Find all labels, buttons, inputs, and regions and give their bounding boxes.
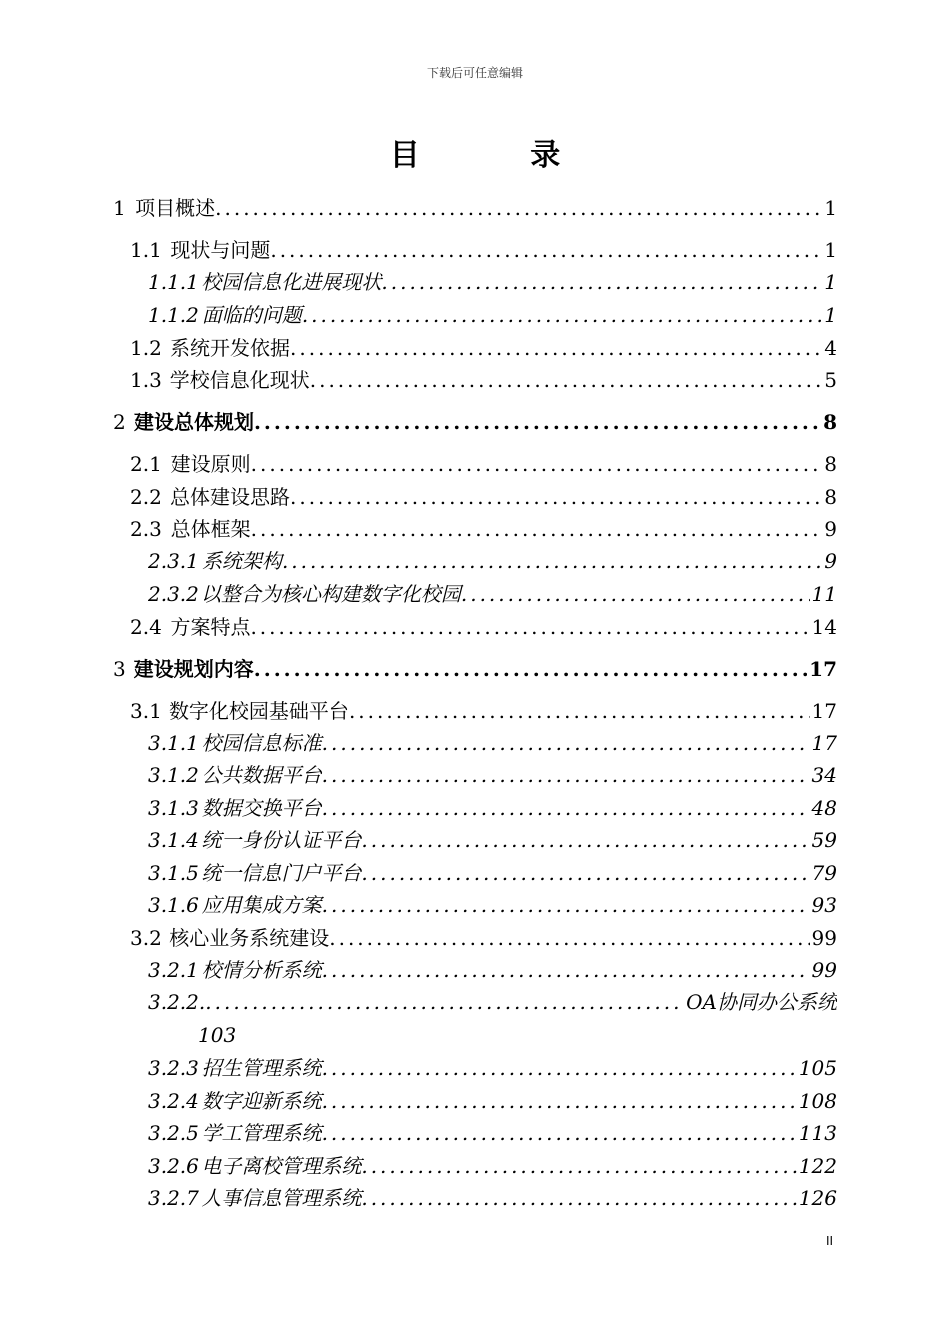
toc-entry-title: 数字迎新系统	[201, 1089, 322, 1113]
toc-entry-title: 校园信息化进展现状	[201, 270, 382, 294]
toc-entry[interactable]	[130, 925, 837, 951]
toc-entry[interactable]	[130, 614, 837, 640]
page-title: 目 录	[389, 138, 611, 173]
toc-entry-title: 应用集成方案	[201, 893, 322, 917]
toc-leader-dots	[322, 892, 810, 918]
toc-leader-dots	[270, 237, 822, 263]
toc-entry-title: 系统开发依据	[170, 336, 291, 360]
toc-entry-number: 3.1.6	[148, 893, 199, 917]
toc-entry-page: 4	[824, 336, 837, 360]
toc-entry-title: 公共数据平台	[201, 763, 322, 787]
toc-entry-page: 113	[798, 1121, 837, 1145]
toc-leader-dots	[461, 581, 810, 607]
toc-entry-page: 17	[811, 699, 837, 723]
toc-entry-number: 3.1	[130, 699, 162, 723]
toc-leader-dots	[381, 269, 822, 295]
toc-entry-title: 建设总体规划	[133, 410, 254, 434]
toc-entry-title: 系统架构	[201, 549, 282, 573]
toc-entry-title: 建设原则	[170, 452, 251, 476]
toc-entry[interactable]	[113, 656, 837, 682]
toc-leader-dots	[205, 989, 684, 1015]
toc-entry-page: 99	[811, 926, 837, 950]
toc-entry-page: OA协同办公系统	[686, 990, 837, 1014]
toc-entry-page: 9	[824, 517, 837, 541]
toc-entry-page: 9	[824, 549, 837, 573]
toc-entry[interactable]	[148, 548, 837, 574]
toc-entry-title: 统一身份认证平台	[201, 828, 362, 852]
toc-entry[interactable]	[148, 1088, 837, 1114]
toc-leader-dots	[290, 484, 822, 510]
toc-entry[interactable]	[148, 1120, 837, 1146]
toc-entry-number: 3.2.1	[148, 958, 199, 982]
toc-entry-number: 2.2	[130, 485, 162, 509]
toc-entry-title: 核心业务系统建设	[169, 926, 330, 950]
toc-leader-dots	[250, 614, 809, 640]
toc-entry-title: 总体建设思路	[170, 485, 291, 509]
toc-entry-number: 1.2	[130, 336, 162, 360]
toc-entry[interactable]	[130, 367, 837, 393]
toc-entry-page: 48	[811, 796, 837, 820]
page-header: 下载后可任意编辑	[426, 66, 523, 80]
toc-entry-title: 建设规划内容	[133, 657, 254, 681]
toc-leader-dots	[361, 1153, 796, 1179]
toc-entry[interactable]	[148, 581, 837, 607]
toc-entry-number: 2.1	[130, 452, 162, 476]
toc-entry-title: 面临的问题	[201, 303, 302, 327]
toc-leader-dots	[254, 656, 807, 682]
toc-entry-number: 3.2.5	[148, 1121, 199, 1145]
toc-entry-number: 3.2.6	[148, 1154, 199, 1178]
toc-leader-dots	[310, 367, 823, 393]
toc-entry-page: 108	[798, 1089, 837, 1113]
toc-entry-number: 3.1.3	[148, 796, 199, 820]
toc-entry-title: 方案特点	[170, 615, 251, 639]
toc-entry[interactable]	[148, 989, 837, 1015]
toc-entry-title: 现状与问题	[170, 238, 271, 262]
toc-entry-title: 学校信息化现状	[169, 368, 310, 392]
toc-entry[interactable]	[148, 827, 837, 853]
toc-entry-page-wrapped: 103	[198, 1023, 237, 1047]
toc-entry-title: 校园信息标准	[201, 731, 322, 755]
toc-entry-page: 122	[798, 1154, 837, 1178]
toc-entry[interactable]	[148, 892, 837, 918]
toc-entry-number: 1	[113, 196, 126, 220]
toc-entry[interactable]	[148, 730, 837, 756]
toc-leader-dots	[361, 827, 809, 853]
toc-leader-dots	[251, 516, 823, 542]
toc-entry-title: 总体框架	[170, 517, 251, 541]
toc-entry-page: 1	[824, 238, 837, 262]
toc-entry-page: 11	[811, 582, 837, 606]
toc-entry-number: 2	[113, 410, 126, 434]
toc-entry-page: 8	[824, 452, 837, 476]
toc-entry-title: 电子离校管理系统	[201, 1154, 362, 1178]
toc-leader-dots	[361, 1185, 796, 1211]
page-number: II	[826, 1234, 834, 1248]
toc-entry-title: 数据交换平台	[201, 796, 322, 820]
toc-entry-number: 3.1.5	[148, 861, 199, 885]
toc-entry[interactable]	[148, 269, 837, 295]
toc-entry[interactable]	[148, 302, 837, 328]
toc-entry[interactable]	[130, 451, 837, 477]
toc-entry-page: 126	[798, 1186, 837, 1210]
toc-entry[interactable]	[148, 1055, 837, 1081]
toc-entry-title: 统一信息门户平台	[201, 861, 362, 885]
toc-entry[interactable]	[148, 1185, 837, 1211]
toc-entry-number: 2.3	[130, 517, 162, 541]
toc-entry[interactable]	[130, 335, 837, 361]
toc-leader-dots	[322, 1088, 797, 1114]
toc-entry-number: 2.3.1	[148, 549, 199, 573]
toc-leader-dots	[322, 1120, 797, 1146]
toc-entry-number: 2.3.2	[148, 582, 199, 606]
toc-entry-number: 1.1.2	[148, 303, 199, 327]
toc-entry-page: 5	[824, 368, 837, 392]
toc-entry-page: 1	[824, 196, 837, 220]
toc-entry-title: 校情分析系统	[201, 958, 322, 982]
toc-entry-page: 14	[811, 615, 837, 639]
toc-entry-number: 3.1.1	[148, 731, 199, 755]
toc-entry-number: 3.2.7	[148, 1186, 199, 1210]
toc-entry[interactable]	[130, 237, 837, 263]
toc-entry-title: 学工管理系统	[201, 1121, 322, 1145]
toc-leader-dots	[361, 860, 809, 886]
toc-entry-page: 59	[811, 828, 837, 852]
toc-leader-dots	[322, 762, 810, 788]
toc-leader-dots	[322, 957, 810, 983]
toc-entry-page: 8	[823, 410, 837, 434]
toc-leader-dots	[302, 302, 822, 328]
toc-entry-page: 99	[811, 958, 837, 982]
toc-entry-number: 3.1.4	[148, 828, 199, 852]
toc-leader-dots	[290, 335, 822, 361]
toc-entry-page: 8	[824, 485, 837, 509]
toc-entry[interactable]	[148, 795, 837, 821]
toc-entry[interactable]	[148, 1153, 837, 1179]
toc-entry-page: 34	[811, 763, 837, 787]
toc-leader-dots	[329, 925, 809, 951]
toc-leader-dots	[254, 409, 821, 435]
toc-leader-dots	[282, 548, 822, 574]
toc-entry[interactable]	[148, 957, 837, 983]
toc-entry-title: 人事信息管理系统	[201, 1186, 362, 1210]
toc-leader-dots	[322, 1055, 797, 1081]
toc-entry-number: 3.2.4	[148, 1089, 199, 1113]
toc-entry-title: 数字化校园基础平台	[168, 699, 349, 723]
toc-entry-page: 105	[798, 1056, 837, 1080]
toc-entry-number: 3.2.2.	[148, 990, 206, 1014]
toc-leader-dots	[322, 730, 810, 756]
toc-entry[interactable]	[130, 698, 837, 724]
toc-leader-dots	[251, 451, 823, 477]
toc-entry-page: 1	[824, 270, 837, 294]
toc-entry-title: 项目概述	[135, 196, 216, 220]
toc-entry[interactable]	[130, 484, 837, 510]
toc-entry[interactable]	[113, 195, 837, 221]
toc-entry-number: 2.4	[130, 615, 162, 639]
toc-entry-number: 3.2	[130, 926, 162, 950]
toc-entry-title: 以整合为核心构建数字化校园	[200, 582, 461, 606]
toc-leader-dots	[349, 698, 810, 724]
toc-entry[interactable]	[113, 409, 837, 435]
toc-entry-number: 3.1.2	[148, 763, 199, 787]
toc-entry-number: 3.2.3	[148, 1056, 199, 1080]
toc-entry[interactable]	[148, 860, 837, 886]
toc-entry-page: 1	[824, 303, 837, 327]
toc-leader-dots	[322, 795, 810, 821]
toc-entry-page: 17	[809, 657, 837, 681]
toc-entry-page: 17	[811, 731, 837, 755]
toc-entry[interactable]	[130, 516, 837, 542]
toc-entry-title: 招生管理系统	[201, 1056, 322, 1080]
toc-entry-page: 79	[811, 861, 837, 885]
toc-entry-page: 93	[811, 893, 837, 917]
toc-entry-number: 1.1.1	[148, 270, 199, 294]
toc-leader-dots	[215, 195, 822, 221]
toc-entry-number: 3	[113, 657, 126, 681]
toc-entry[interactable]	[148, 762, 837, 788]
toc-entry-number: 1.1	[130, 238, 162, 262]
toc-entry-number: 1.3	[130, 368, 162, 392]
